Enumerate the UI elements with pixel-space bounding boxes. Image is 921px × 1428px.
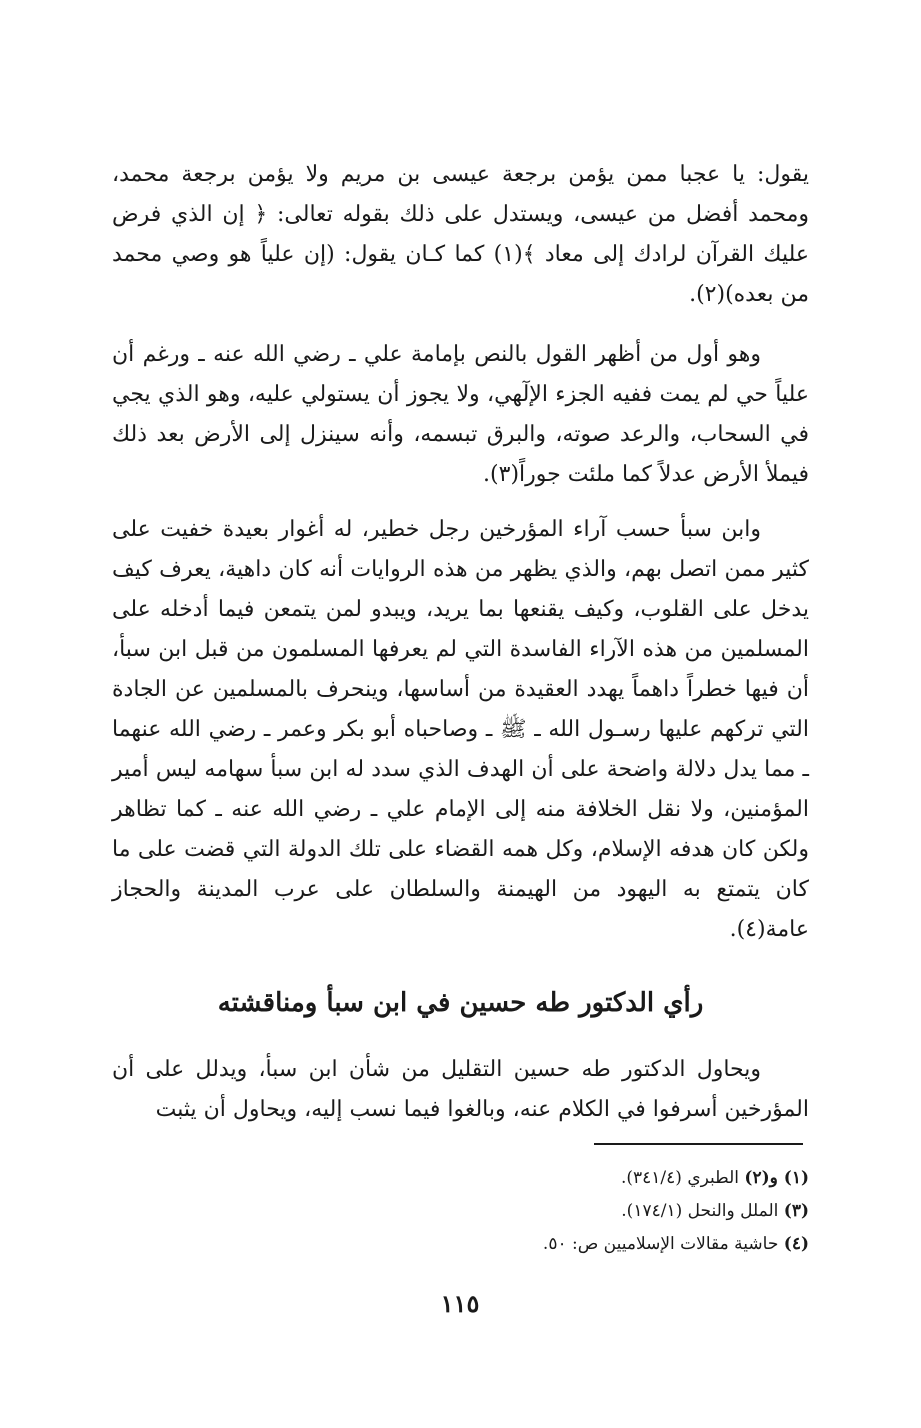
paragraph-4-block (112, 1050, 809, 1130)
page-number: ١١٥ (440, 1289, 480, 1318)
footnote-2 (300, 1195, 809, 1228)
paragraph-3: وابن سبأ حسب آراء المؤرخين رجل خطير، له أغوار بعيدة خفيت على كثير ممن اتصل بهم، والذي يظهر من هذه الروايات أنه كان داهية، يعرف كيف يدخل على القلوب، وكيف يقنعها بما يريد، ويبدو لمن يتمعن فيما أدخله على المسلمين من هذه الآراء الفاسدة التي لم يعرفها المسلمون من قبل ابن سبأ، أن فيها خطراً داهماً يهدد العقيدة من أساسها، وينحرف بالمسلمين عن الجادة التي تركهم عليها رسـول الله ـ ﷺ ـ وصاحباه أبو بكر وعمر ـ رضي الله عنهما ـ مما يدل دلالة واضحة على أن الهدف الذي سدد له ابن سبأ سهامه ليس أمير المؤمنين، ولا نقل الخلافة منه إلى الإمام علي ـ رضي الله عنه ـ كما تظاهر ولكن كان هدفه الإسلام، وكل همه القضاء على تلك الدولة التي قضت على ما كان يتمتع به اليهود من الهيمنة والسلطان على عرب المدينة والحجاز عامة(٤). (112, 517, 809, 942)
footnote-2-text: الملل والنحل (١٧٤/١). (621, 1201, 779, 1221)
paragraph-3-block (112, 510, 809, 950)
footnote-3-mark: (٤) (783, 1234, 809, 1254)
footnote-1-text: الطبري (٣٤١/٤). (620, 1168, 739, 1188)
section-heading: رأي الدكتور طه حسين في ابن سبأ ومناقشته (217, 988, 704, 1018)
footnote-1 (300, 1162, 809, 1195)
paragraph-1: يقول: يا عجبا ممن يؤمن برجعة عيسى بن مريم ولا يؤمن برجعة محمد، ومحمد أفضل من عيسى، ويستدل على ذلك بقوله تعالى: ﴿ إن الذي فرض عليك القرآن لرادك إلى معاد ﴾(١) كما كـان يقول: (إن علياً هو وصي محمد من بعده)(٢). (112, 162, 809, 307)
footnote-1-mark: (١) و(٢) (744, 1168, 809, 1188)
paragraph-2: وهو أول من أظهر القول بالنص بإمامة علي ـ رضي الله عنه ـ ورغم أن علياً حي لم يمت ففيه الجزء الإلٓهي، ولا يجوز أن يستولي عليه، وهو الذي يجي في السحاب، والرعد صوته، والبرق تبسمه، وأنه سينزل إلى الأرض بعد ذلك فيملأ الأرض عدلاً كما ملئت جوراً(٣). (112, 342, 809, 487)
footnotes (300, 1162, 809, 1261)
footnote-separator (594, 1143, 803, 1145)
paragraph-4: ويحاول الدكتور طه حسين التقليل من شأن ابن سبأ، ويدلل على أن المؤرخين أسرفوا في الكلام عنه، وبالغوا فيما نسب إليه، ويحاول أن يثبت (112, 1057, 809, 1122)
paragraph-2-block (112, 335, 809, 495)
footnote-3 (300, 1228, 809, 1261)
paragraph-1-block (112, 155, 809, 315)
footnote-3-text: حاشية مقالات الإسلاميين ص: ٥٠. (542, 1234, 779, 1254)
footnote-2-mark: (٣) (783, 1201, 809, 1221)
